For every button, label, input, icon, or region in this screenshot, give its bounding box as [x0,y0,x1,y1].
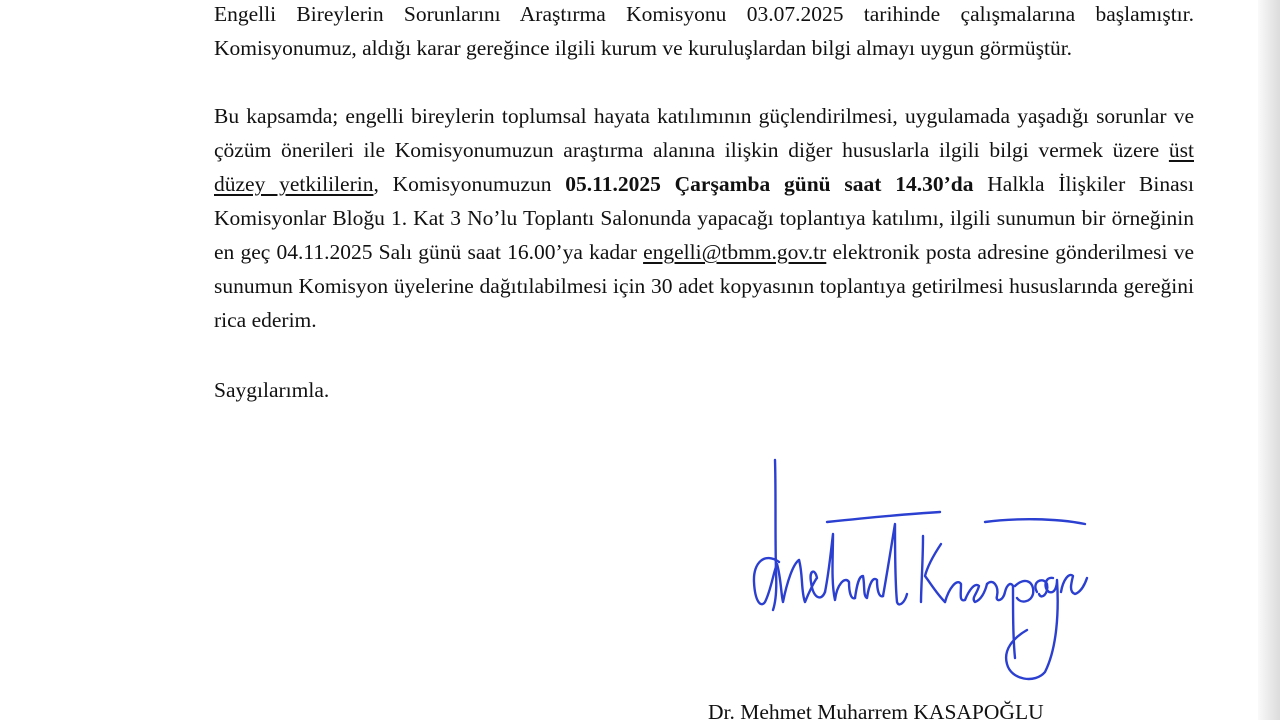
signer-name: Dr. Mehmet Muharrem KASAPOĞLU [708,700,1044,720]
paragraph-meeting-request [138,99,1194,337]
handwritten-signature [745,452,1095,684]
page-edge-shadow [1258,0,1280,720]
paragraph-2-part-1: Bu kapsamda; engelli bireylerin toplumsal hayata katılımının güçlendirilmesi, uygulamada yaşadığı sorunlar ve çözüm önerileri ile Komisyonumuzun araştırma alanına ilişkin diğer hususlarla ilgili bilgi vermek üzere [214,104,1194,162]
paragraph-2-part-4: elektronik posta adresine gönderilmesi ve sunumun Komisyon üyelerine dağıtılabilmesi için 30 adet kopyasının toplantıya getirilmesi hususlarında gereğini rica ederim. [214,240,1194,332]
paragraph-2-part-3: Halkla İlişkiler Binası Komisyonlar Bloğu 1. Kat 3 No’lu Toplantı Salonunda yapacağı toplantıya katılımı, ilgili sunumun bir örneğinin en geç 04.11.2025 Salı günü saat 16.00’ya kadar [214,172,1194,264]
senior-officials-underlined: üst düzey yetkililerin [214,138,1194,196]
paragraph-commission-start [138,0,1194,65]
email-link[interactable]: engelli@tbmm.gov.tr [643,240,827,264]
paragraph-1-text: Engelli Bireylerin Sorunlarını Araştırma Komisyonu 03.07.2025 tarihinde çalışmalarına başlamıştır. Komisyonumuz, aldığı karar gereğince ilgili kurum ve kuruluşlardan bilgi almayı uygun görmüştür. [214,2,1194,60]
meeting-datetime: 05.11.2025 Çarşamba günü saat 14.30’da [565,172,974,196]
paragraph-2-part-2: , Komisyonumuzun [373,172,566,196]
closing-salutation: Saygılarımla. [214,378,330,402]
